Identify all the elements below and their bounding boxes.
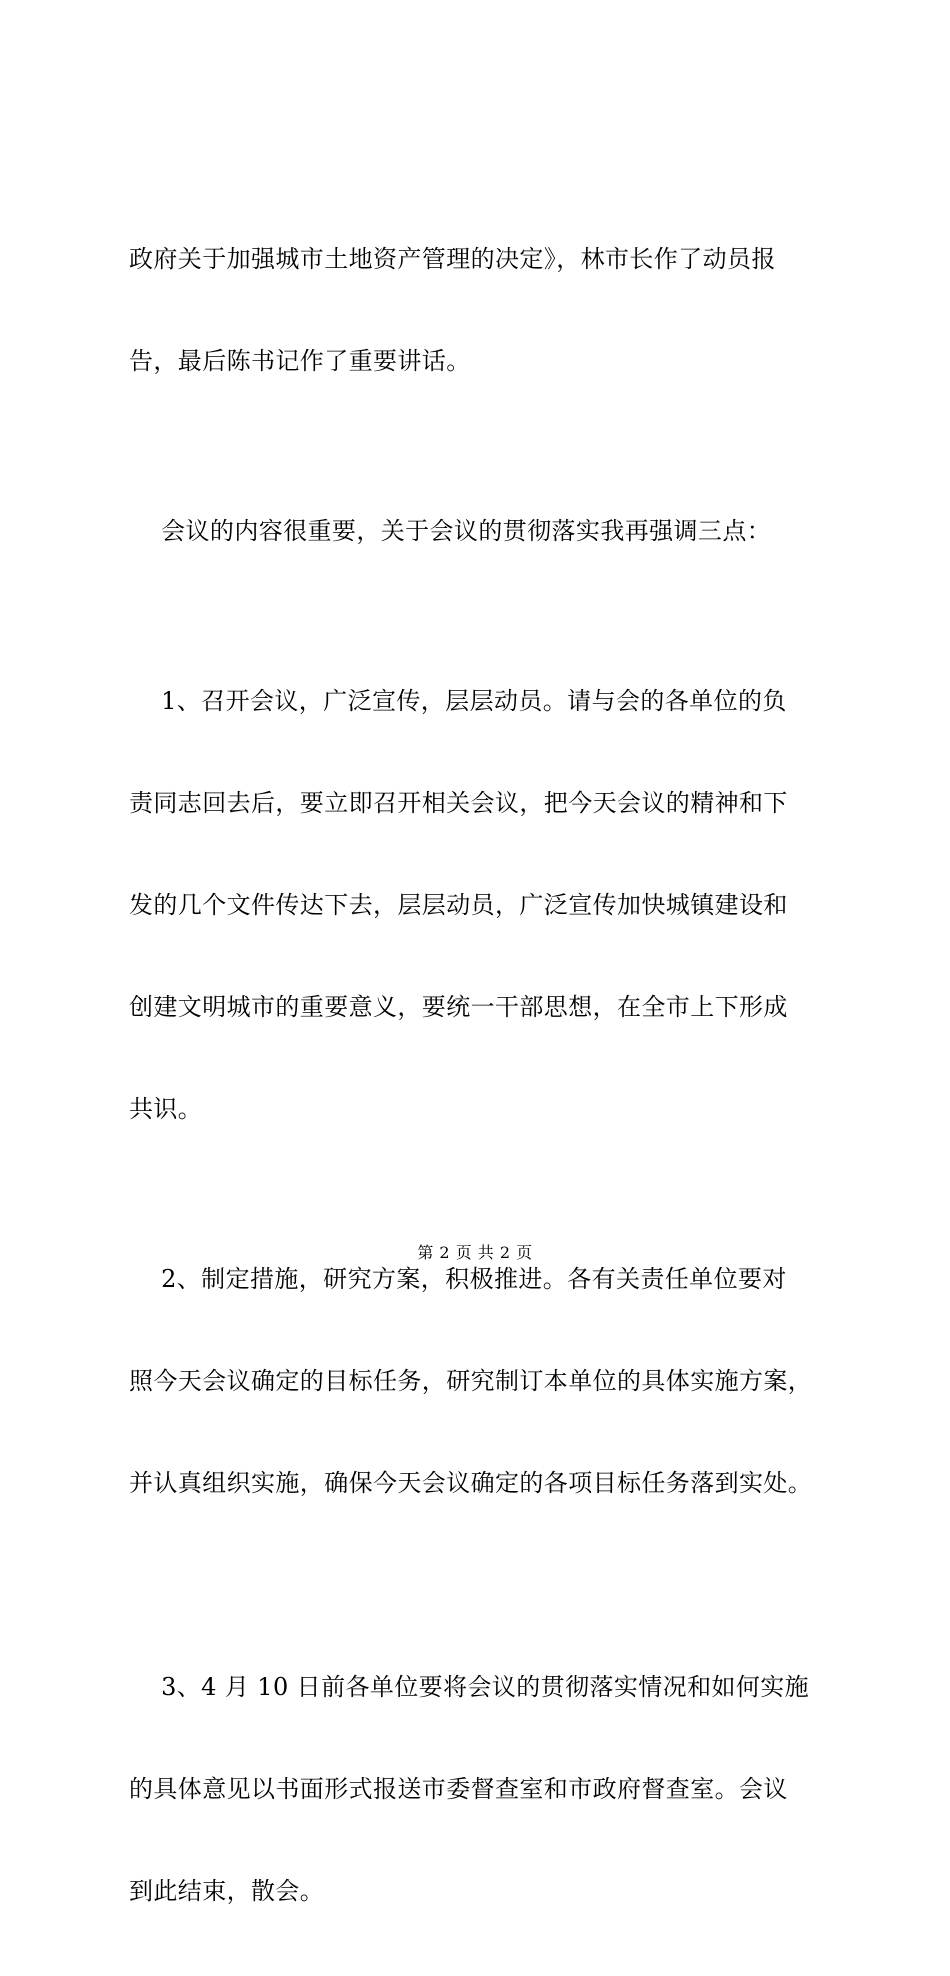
paragraph-line: 照今天会议确定的目标任务，研究制订本单位的具体实施方案， bbox=[129, 1367, 813, 1395]
paragraph-line: 会议的内容很重要，关于会议的贯彻落实我再强调三点： bbox=[129, 517, 772, 545]
page-footer bbox=[0, 1242, 950, 1264]
paragraph-line: 发的几个文件传达下去，层层动员，广泛宣传加快城镇建设和 bbox=[129, 891, 788, 919]
paragraph-spacer bbox=[129, 1568, 829, 1602]
page-number-label: 第 2 页 共 2 页 bbox=[417, 1243, 533, 1262]
paragraph-line: 到此结束，散会。 bbox=[129, 1877, 325, 1905]
document-body bbox=[129, 174, 829, 1976]
paragraph-line: 共识。 bbox=[129, 1095, 203, 1123]
paragraph-line: 责同志回去后，要立即召开相关会议，把今天会议的精神和下 bbox=[129, 789, 788, 817]
paragraph-5 bbox=[129, 1602, 829, 1976]
paragraph-3 bbox=[129, 616, 829, 1194]
paragraph-1 bbox=[129, 174, 829, 446]
paragraph-line: 3、4 月 10 日前各单位要将会议的贯彻落实情况和如何实施 bbox=[129, 1673, 810, 1701]
paragraph-line: 1、召开会议，广泛宣传，层层动员。请与会的各单位的负 bbox=[129, 687, 787, 715]
paragraph-line: 创建文明城市的重要意义，要统一干部思想，在全市上下形成 bbox=[129, 993, 788, 1021]
paragraph-line: 告，最后陈书记作了重要讲话。 bbox=[129, 347, 471, 375]
paragraph-line: 的具体意见以书面形式报送市委督查室和市政府督查室。会议 bbox=[129, 1775, 788, 1803]
paragraph-line: 2、制定措施，研究方案，积极推进。各有关责任单位要对 bbox=[129, 1265, 787, 1293]
paragraph-2 bbox=[129, 446, 829, 616]
paragraph-line: 政府关于加强城市土地资产管理的决定》，林市长作了动员报 bbox=[129, 245, 776, 273]
paragraph-line: 并认真组织实施，确保今天会议确定的各项目标任务落到实处。 bbox=[129, 1469, 813, 1497]
